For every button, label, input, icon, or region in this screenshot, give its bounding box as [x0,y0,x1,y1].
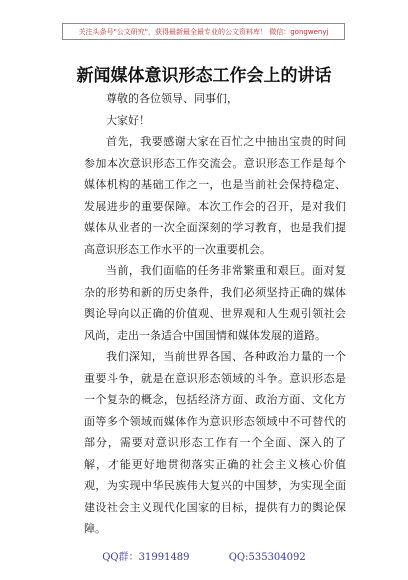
footer-qq: QQ:535304092 [228,552,306,563]
header-notice-text: 关注头条号"公文研究"，获得最新最全最专业的公文资料库！ 微信：gongwenyj [78,27,329,36]
body-paragraph-2: 当前，我们面临的任务非常繁重和艰巨。面对复杂的形势和新的历史条件，我们必须坚持正确的媒体舆论导向以正确的价值观、世界观和人生观引领社会风尚，走出一条适合中国国情和媒体发展的道路。 [84,264,346,342]
footer-contact [0,548,408,563]
body-paragraph-1: 首先，我要感谢大家在百忙之中抽出宝贵的时间参加本次意识形态工作交流会。意识形态工作是每个媒体机构的基础工作之一，也是当前社会保持稳定、发展进步的重要保障。本次工作会的召开，是对我们媒体从业者的一次全面深刻的学习教育，也是我们提高意识形态工作水平的一次重要机会。 [84,135,346,256]
footer-qq-group: QQ群：31991489 [102,552,190,563]
document-title: 新闻媒体意识形态工作会上的讲话 [76,66,332,86]
document-body [84,88,346,540]
header-notice-box [62,23,345,40]
greeting-line-1: 尊敬的各位领导、同事们， [106,92,238,105]
greeting-line-2: 大家好！ [106,113,150,127]
body-paragraph-3: 我们深知，当前世界各国、各种政治力量的一个重要斗争，就是在意识形态领域的斗争。意识形态是一个复杂的概念，包括经济方面、政治方面、文化方面等多个领域而媒体作为意识形态领域中不可替代的部分，需要对意识形态工作有一个全面、深入的了解，才能更好地贯彻落实正确的社会主义核心价值观，为实现中华民族伟大复兴的中国梦，为实现全面建设社会主义现代化国家的目标，提供有力的舆论保障。 [84,350,346,535]
